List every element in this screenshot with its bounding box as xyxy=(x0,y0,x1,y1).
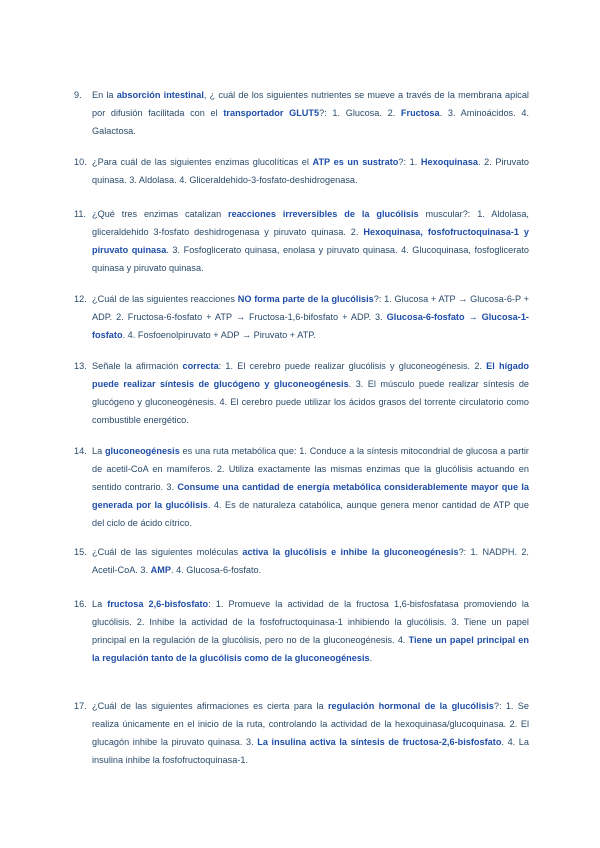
question-number: 11. xyxy=(74,209,87,219)
highlight-run: AMP xyxy=(150,565,171,575)
text-run: . 4. Glucosa-6-fosfato. xyxy=(170,565,262,575)
text-run: La xyxy=(92,599,108,609)
question-12 xyxy=(74,290,529,344)
highlight-run: regulación hormonal de la glucólisis xyxy=(327,701,494,711)
highlight-run: Consume una cantidad de energía metabólica considerablemente mayor que la generada por la glucólisis xyxy=(92,482,529,510)
highlight-run: Hexoquinasa, fosfofructoquinasa-1 y piruvato quinasa xyxy=(92,227,530,255)
text-run: . 4. Fosfoenolpiruvato + ADP → Piruvato + ATP. xyxy=(122,330,316,340)
question-9 xyxy=(74,86,529,140)
highlight-run: La insulina activa la síntesis de fructosa-2,6-bisfosfato xyxy=(257,737,502,747)
text-run: . 3. Aminoácidos. 4. Galactosa. xyxy=(92,108,530,136)
text-run: ?: 1. NADPH. 2. Acetil-CoA. 3. xyxy=(92,547,529,575)
text-run: ¿Qué tres enzimas catalizan xyxy=(92,209,229,219)
question-number: 14. xyxy=(74,446,87,456)
question-text xyxy=(92,697,529,769)
text-run: ?: 1. Se realiza únicamente en el inicio de la ruta, controlando la actividad de la hexoquinasa/glucoquinasa. 2. El glucagón inhibe la piruvato quinasa. 3. xyxy=(92,701,529,747)
highlight-run: Tiene un papel principal en la regulación tanto de la glucólisis como de la gluconeogénesis xyxy=(92,635,529,663)
highlight-run: transportador GLUT5 xyxy=(223,108,320,118)
highlight-run: correcta xyxy=(182,361,219,371)
question-text xyxy=(92,442,529,532)
text-run: ¿Cuál de las siguientes reacciones xyxy=(92,294,238,304)
text-run: muscular?: 1. Aldolasa, gliceraldehido 3-fosfato deshidrogenasa y piruvato quinasa. 2. xyxy=(92,209,529,237)
highlight-run: Fructosa xyxy=(400,108,440,118)
question-17 xyxy=(74,697,529,769)
question-14 xyxy=(74,442,529,532)
question-number: 12. xyxy=(74,294,87,304)
question-text xyxy=(92,205,529,277)
question-text xyxy=(92,357,529,429)
text-run: ¿Cuál de las siguientes moléculas xyxy=(92,547,243,557)
text-run: . 4. Es de naturaleza catabólica, aunque genera menor cantidad de ATP que del ciclo de ácido cítrico. xyxy=(92,500,529,528)
text-run: ¿Para cuál de las siguientes enzimas glucolíticas el xyxy=(92,157,313,167)
question-text xyxy=(92,86,529,140)
question-number: 16. xyxy=(74,599,87,609)
question-15 xyxy=(74,543,529,579)
text-run: : 1. El cerebro puede realizar glucólisis y gluconeogénesis. 2. xyxy=(218,361,487,371)
text-run: ?: 1. Glucosa + ATP → Glucosa-6-P + ADP. 2. Fructosa-6-fosfato + ATP → Fructosa-1,6-bifosfato + ADP. 3. xyxy=(92,294,530,322)
text-run: es una ruta metabólica que: 1. Conduce a la síntesis mitocondrial de glucosa a partir de acetil-CoA en mamíferos. 2. Utiliza exactamente las mismas enzimas que la glucólisis actuando en sentido contrario. 3. xyxy=(92,446,529,492)
highlight-run: fructosa 2,6-bisfosfato xyxy=(107,599,209,609)
text-run: . 3. El músculo puede realizar síntesis de glucógeno y gluconeogénesis. 4. El cerebro puede utilizar los ácidos grasos del torrente circulatorio como combustible energético. xyxy=(92,379,530,425)
question-16 xyxy=(74,595,529,667)
question-13 xyxy=(74,357,529,429)
highlight-run: absorción intestinal xyxy=(116,90,204,100)
question-number: 13. xyxy=(74,361,87,371)
question-number: 15. xyxy=(74,547,87,557)
question-number: 9. xyxy=(74,90,82,100)
question-text xyxy=(92,153,529,189)
text-run: ¿Cuál de las siguientes afirmaciones es cierta para la xyxy=(92,701,328,711)
text-run: . 4. La insulina inhibe la fosfofructoquinasa-1. xyxy=(92,737,529,765)
highlight-run: activa la glucólisis e inhibe la gluconeogénesis xyxy=(242,547,459,557)
text-run: . 2. Piruvato quinasa. 3. Aldolasa. 4. Gliceraldehido-3-fosfato-deshidrogenasa. xyxy=(92,157,530,185)
highlight-run: reacciones irreversibles de la glucólisis xyxy=(228,209,419,219)
highlight-run: Hexoquinasa xyxy=(420,157,478,167)
question-number: 17. xyxy=(74,701,87,711)
question-text xyxy=(92,543,529,579)
question-number: 10. xyxy=(74,157,87,167)
text-run: . 3. Fosfoglicerato quinasa, enolasa y piruvato quinasa. 4. Glucoquinasa, fosfoglicerato quinasa y piruvato quinasa. xyxy=(92,245,529,273)
highlight-run: Glucosa-6-fosfato → Glucosa-1-fosfato xyxy=(92,312,529,340)
text-run: , ¿ cuál de los siguientes nutrientes se mueve a través de la membrana apical por difusión facilitada con el xyxy=(92,90,529,118)
text-run: La xyxy=(92,446,105,456)
text-run: Señale la afirmación xyxy=(92,361,183,371)
highlight-run: ATP es un sustrato xyxy=(312,157,399,167)
text-run: En la xyxy=(92,90,117,100)
question-11 xyxy=(74,205,529,277)
highlight-run: NO forma parte de la glucólisis xyxy=(237,294,374,304)
highlight-run: El hígado puede realizar síntesis de glucógeno y gluconeogénesis xyxy=(92,361,530,389)
question-text xyxy=(92,290,529,344)
text-run: ?: 1. Glucosa. 2. xyxy=(319,108,401,118)
highlight-run: gluconeogénesis xyxy=(104,446,180,456)
text-run: ?: 1. xyxy=(398,157,421,167)
text-run: . xyxy=(369,653,373,663)
question-10 xyxy=(74,153,529,189)
question-text xyxy=(92,595,529,667)
text-run: : 1. Promueve la actividad de la fructosa 1,6-bisfosfatasa promoviendo la glucólisis. 2. Inhibe la actividad de la fosfofructoquinasa-1 inhibiendo la glucólisis. 3. Tiene un papel principal en la regulación de la glucólisis, pero no de la gluconeogénesis. 4. xyxy=(92,599,529,645)
